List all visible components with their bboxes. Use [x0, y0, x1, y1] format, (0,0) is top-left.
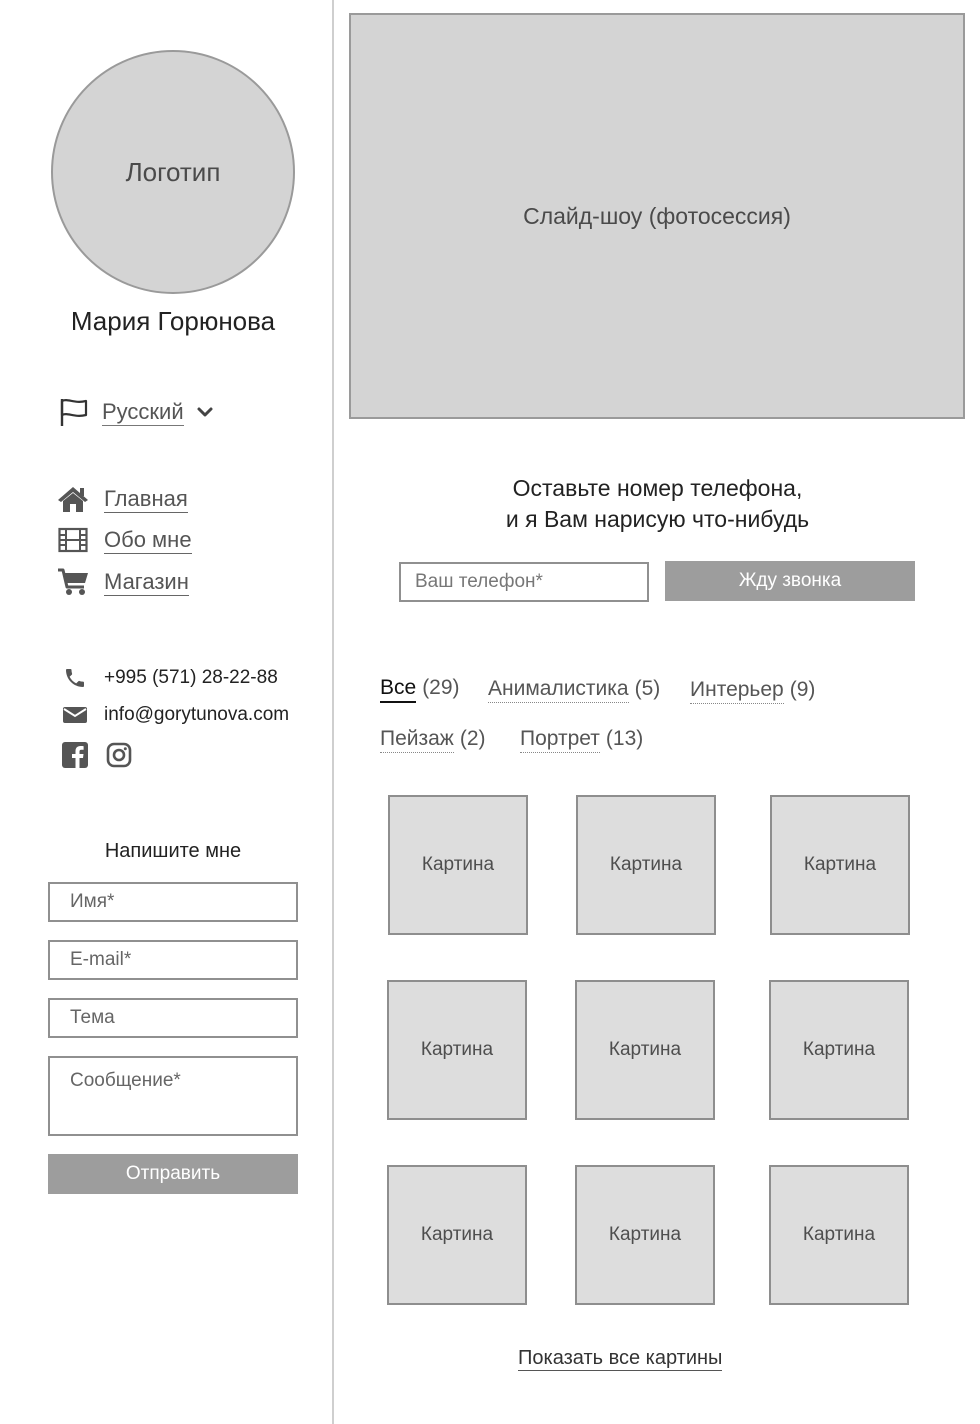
envelope-icon	[62, 703, 88, 727]
contact-form-title: Напишите мне	[104, 840, 242, 862]
nav-item-about[interactable]	[56, 525, 192, 555]
cta-line-2: и я Вам нарисую что-нибудь	[505, 506, 810, 532]
phone-input[interactable]	[399, 562, 649, 602]
logo-text: Логотип	[125, 156, 221, 187]
language-label: Русский	[102, 398, 184, 424]
nav-item-home[interactable]	[56, 484, 188, 514]
gallery-item[interactable]: Картина	[769, 1165, 909, 1305]
gallery-item[interactable]: Картина	[576, 795, 716, 935]
email-address: info@gorytunova.com	[104, 704, 290, 725]
filter-count: (29)	[422, 676, 460, 699]
home-icon	[56, 484, 90, 514]
sidebar-divider	[332, 0, 334, 1424]
filter-label: Анималистика	[488, 676, 629, 703]
sidebar	[0, 0, 333, 1424]
filter-interior[interactable]	[690, 677, 815, 704]
cta-line-1: Оставьте номер телефона,	[512, 475, 803, 501]
slideshow[interactable]	[349, 13, 965, 419]
gallery-item[interactable]: Картина	[769, 980, 909, 1120]
email-field[interactable]	[48, 940, 298, 980]
filter-landscape[interactable]	[380, 726, 486, 753]
filter-portrait[interactable]	[520, 726, 643, 753]
cart-icon	[56, 567, 90, 597]
gallery-item[interactable]: Картина	[575, 980, 715, 1120]
filter-label: Пейзаж	[380, 726, 454, 753]
filter-all[interactable]	[380, 675, 460, 703]
chevron-down-icon	[196, 403, 214, 421]
filter-label: Все	[380, 675, 416, 703]
filter-label: Интерьер	[690, 677, 784, 704]
gallery-item[interactable]: Картина	[388, 795, 528, 935]
filter-count: (5)	[634, 677, 661, 700]
film-icon	[56, 525, 90, 555]
gallery-item[interactable]: Картина	[387, 980, 527, 1120]
flag-icon	[58, 396, 90, 428]
nav-label-home: Главная	[104, 485, 188, 511]
facebook-icon[interactable]	[62, 742, 88, 768]
language-selector[interactable]	[58, 396, 214, 428]
filter-count: (13)	[605, 727, 644, 750]
contact-email[interactable]	[62, 703, 289, 727]
phone-icon	[62, 666, 88, 690]
filter-label: Портрет	[520, 726, 600, 753]
nav-label-shop: Магазин	[104, 568, 189, 594]
author-name: Мария Горюнова	[70, 306, 276, 336]
phone-number: +995 (571) 28-22-88	[104, 667, 278, 688]
gallery-item[interactable]: Картина	[387, 1165, 527, 1305]
cta-title	[400, 473, 915, 535]
subject-field[interactable]	[48, 998, 298, 1038]
name-field[interactable]	[48, 882, 298, 922]
nav-label-about: Обо мне	[104, 526, 192, 552]
send-button[interactable]: Отправить	[48, 1154, 298, 1194]
show-all-link[interactable]: Показать все картины	[518, 1347, 723, 1369]
nav-item-shop[interactable]	[56, 567, 189, 597]
call-me-button[interactable]: Жду звонка	[665, 561, 915, 601]
filter-count: (2)	[459, 727, 486, 750]
message-field[interactable]	[48, 1056, 298, 1136]
filter-animals[interactable]	[488, 676, 660, 703]
filter-count: (9)	[789, 678, 816, 701]
instagram-icon[interactable]	[106, 742, 132, 768]
gallery-item[interactable]: Картина	[575, 1165, 715, 1305]
logo[interactable]	[51, 50, 295, 294]
slideshow-text: Слайд-шоу (фотосессия)	[523, 202, 791, 229]
social-links	[62, 742, 150, 768]
contact-phone[interactable]	[62, 666, 278, 690]
gallery-item[interactable]: Картина	[770, 795, 910, 935]
